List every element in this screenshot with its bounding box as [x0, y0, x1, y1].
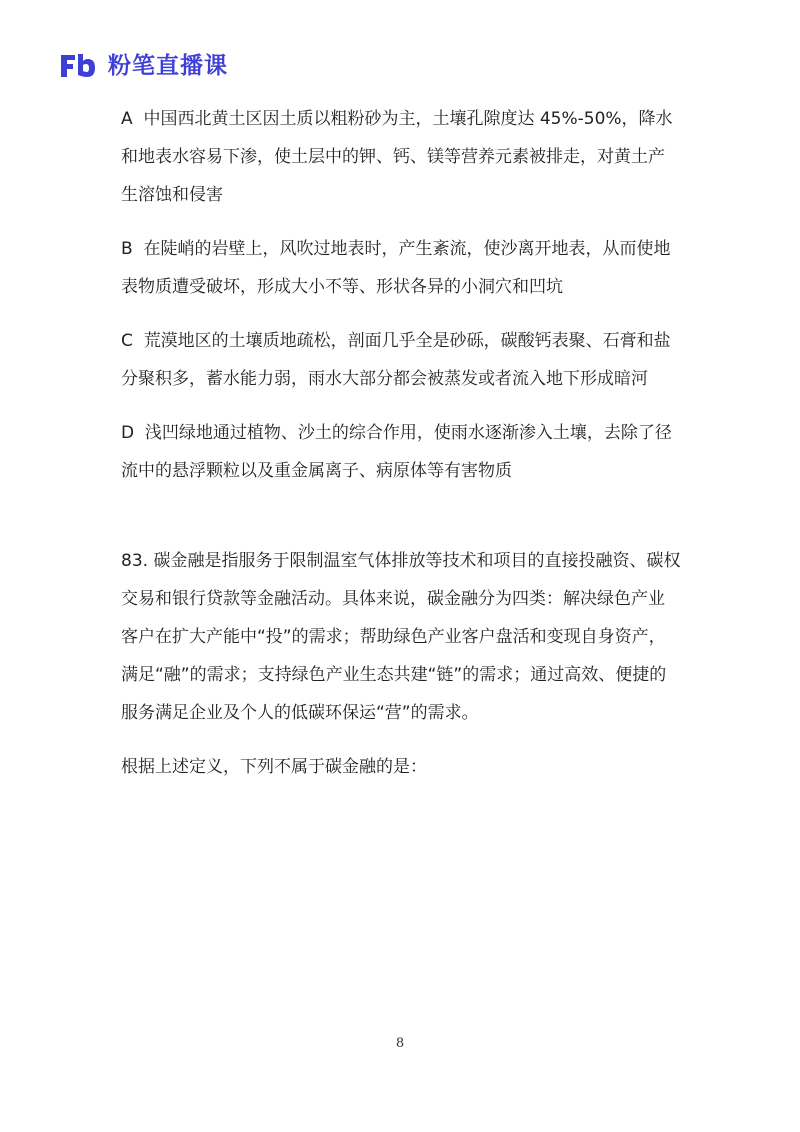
- page-content: [121, 100, 681, 786]
- option-text: 荒漠地区的土壤质地疏松，剖面几乎全是砂砾，碳酸钙表聚、石膏和盐分聚积多，蓄水能力弱，雨水大部分都会被蒸发或者流入地下形成暗河: [121, 331, 671, 389]
- option-text: 中国西北黄土区因土质以粗粉砂为主，土壤孔隙度达 45%-50%，降水和地表水容易下渗，使土层中的钾、钙、镁等营养元素被排走，对黄土产生溶蚀和侵害: [121, 109, 673, 205]
- brand-logo: [58, 50, 228, 82]
- option-text: 在陡峭的岩壁上，风吹过地表时，产生紊流，使沙离开地表，从而使地表物质遭受破坏，形成大小不等、形状各异的小洞穴和凹坑: [121, 239, 671, 297]
- fb-logo-icon: [58, 50, 98, 82]
- option-label: A: [121, 109, 133, 129]
- option-d: [121, 414, 681, 490]
- question-stem: [121, 542, 681, 732]
- question-prompt: 根据上述定义，下列不属于碳金融的是：: [121, 757, 427, 777]
- option-label: C: [121, 331, 133, 351]
- option-text: 浅凹绿地通过植物、沙土的综合作用，使雨水逐渐渗入土壤，去除了径流中的悬浮颗粒以及重金属离子、病原体等有害物质: [121, 423, 672, 481]
- option-label: B: [121, 239, 133, 259]
- question-text: 碳金融是指服务于限制温室气体排放等技术和项目的直接投融资、碳权交易和银行贷款等金融活动。具体来说，碳金融分为四类：解决绿色产业客户在扩大产能中“投”的需求；帮助绿色产业客户盘活和变现自身资产，满足“融”的需求；支持绿色产业生态共建“链”的需求；通过高效、便捷的服务满足企业及个人的低碳环保运“营”的需求。: [121, 551, 681, 723]
- option-a: [121, 100, 681, 214]
- page-number: 8: [395, 1036, 405, 1051]
- option-label: D: [121, 423, 135, 443]
- option-b: [121, 230, 681, 306]
- logo-text: 粉笔直播课: [108, 53, 228, 79]
- option-c: [121, 322, 681, 398]
- question-number: 83.: [121, 551, 149, 571]
